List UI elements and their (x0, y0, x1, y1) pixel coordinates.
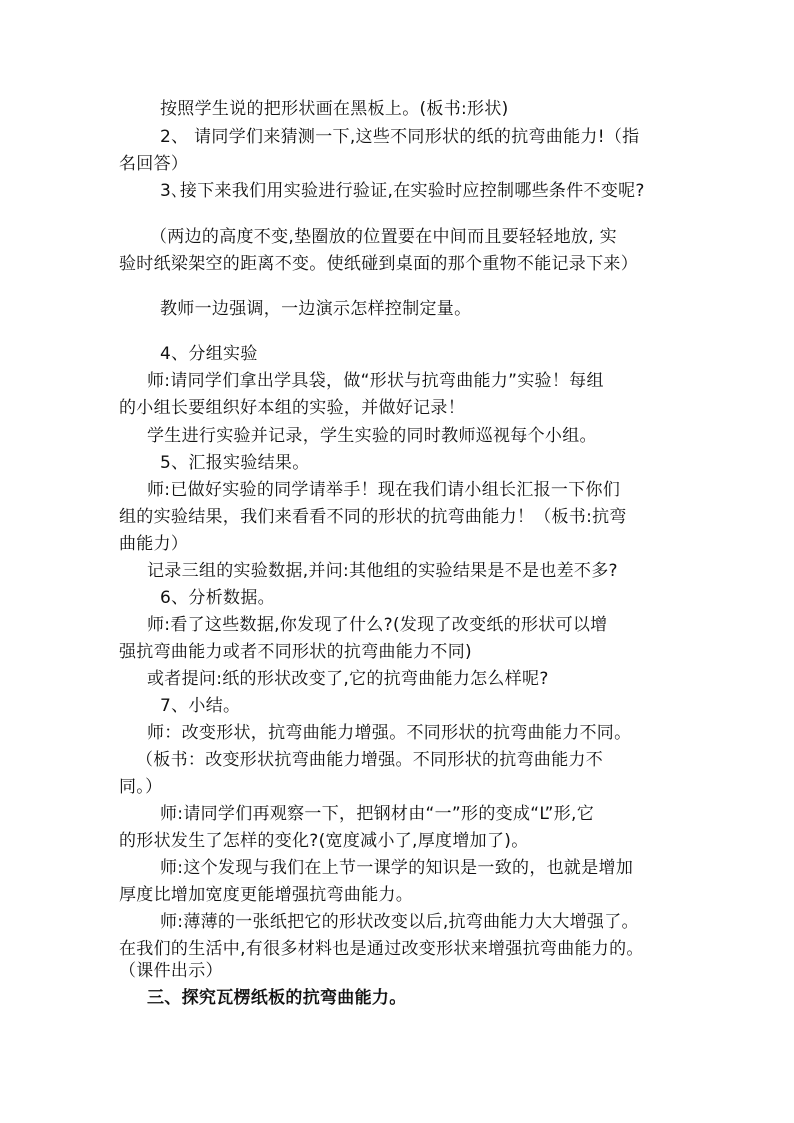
section-heading: 6、分析数据。 (160, 588, 275, 608)
section-heading: 4、分组实验 (160, 344, 258, 364)
text-line: 记录三组的实验数据,并问:其他组的实验结果是不是也差不多? (147, 561, 618, 581)
text-line: 组的实验结果，我们来看看不同的形状的抗弯曲能力！（板书:抗弯 (119, 507, 627, 527)
text-line: 在我们的生活中,有很多材料也是通过改变形状来增强抗弯曲能力的。 (119, 939, 644, 959)
text-line: 名回答） (119, 154, 189, 174)
text-line: 厚度比增加宽度更能增强抗弯曲能力。 (119, 885, 414, 905)
text-line: 教师一边强调，一边演示怎样控制定量。 (160, 299, 472, 319)
text-line: 或者提问:纸的形状改变了,它的抗弯曲能力怎么样呢? (147, 669, 549, 689)
text-line: （课件出示） (119, 961, 223, 981)
text-line: 师:请同学们再观察一下，把钢材由“一”形的变成“L”形,它 (160, 804, 595, 824)
text-line: 师:看了这些数据,你发现了什么?(发现了改变纸的形状可以增 (147, 615, 608, 635)
text-line: 师:已做好实验的同学请举手！现在我们请小组长汇报一下你们 (147, 480, 621, 500)
text-line: 的小组长要组织好本组的实验，并做好记录！ (119, 398, 465, 418)
section-heading: 三、探究瓦楞纸板的抗弯曲能力。 (147, 988, 407, 1008)
text-line: 曲能力） (119, 534, 189, 554)
text-line: 师：改变形状，抗弯曲能力增强。不同形状的抗弯曲能力不同。 (147, 723, 632, 743)
text-line: 的形状发生了怎样的变化?(宽度减小了,厚度增加了)。 (119, 831, 529, 851)
text-line: 师:薄薄的一张纸把它的形状改变以后,抗弯曲能力大大增强了。 (160, 912, 639, 932)
text-line: （板书：改变形状抗弯曲能力增强。不同形状的抗弯曲能力不 (136, 750, 604, 770)
section-heading: 7、小结。 (160, 696, 241, 716)
text-line: 同。） (119, 777, 163, 797)
text-line: 2、 请同学们来猜测一下,这些不同形状的纸的抗弯曲能力!（指 (160, 127, 640, 147)
text-line: 按照学生说的把形状画在黑板上。(板书:形状) (160, 99, 509, 119)
text-line: 验时纸梁架空的距离不变。使纸碰到桌面的那个重物不能记录下来） (119, 254, 638, 274)
text-line: 强抗弯曲能力或者不同形状的抗弯曲能力不同) (119, 642, 472, 662)
text-line: 3､接下来我们用实验进行验证,在实验时应控制哪些条件不变呢? (160, 181, 645, 201)
text-line: 师:请同学们拿出学具袋，做“形状与抗弯曲能力”实验！每组 (147, 371, 604, 391)
text-line: 学生进行实验并记录，学生实验的同时教师巡视每个小组。 (147, 426, 597, 446)
text-line: （两边的高度不变,垫圈放的位置要在中间而且要轻轻地放, 实 (150, 227, 617, 247)
text-line: 师:这个发现与我们在上节一课学的知识是一致的，也就是增加 (160, 858, 634, 878)
section-heading: 5、汇报实验结果。 (160, 453, 310, 473)
